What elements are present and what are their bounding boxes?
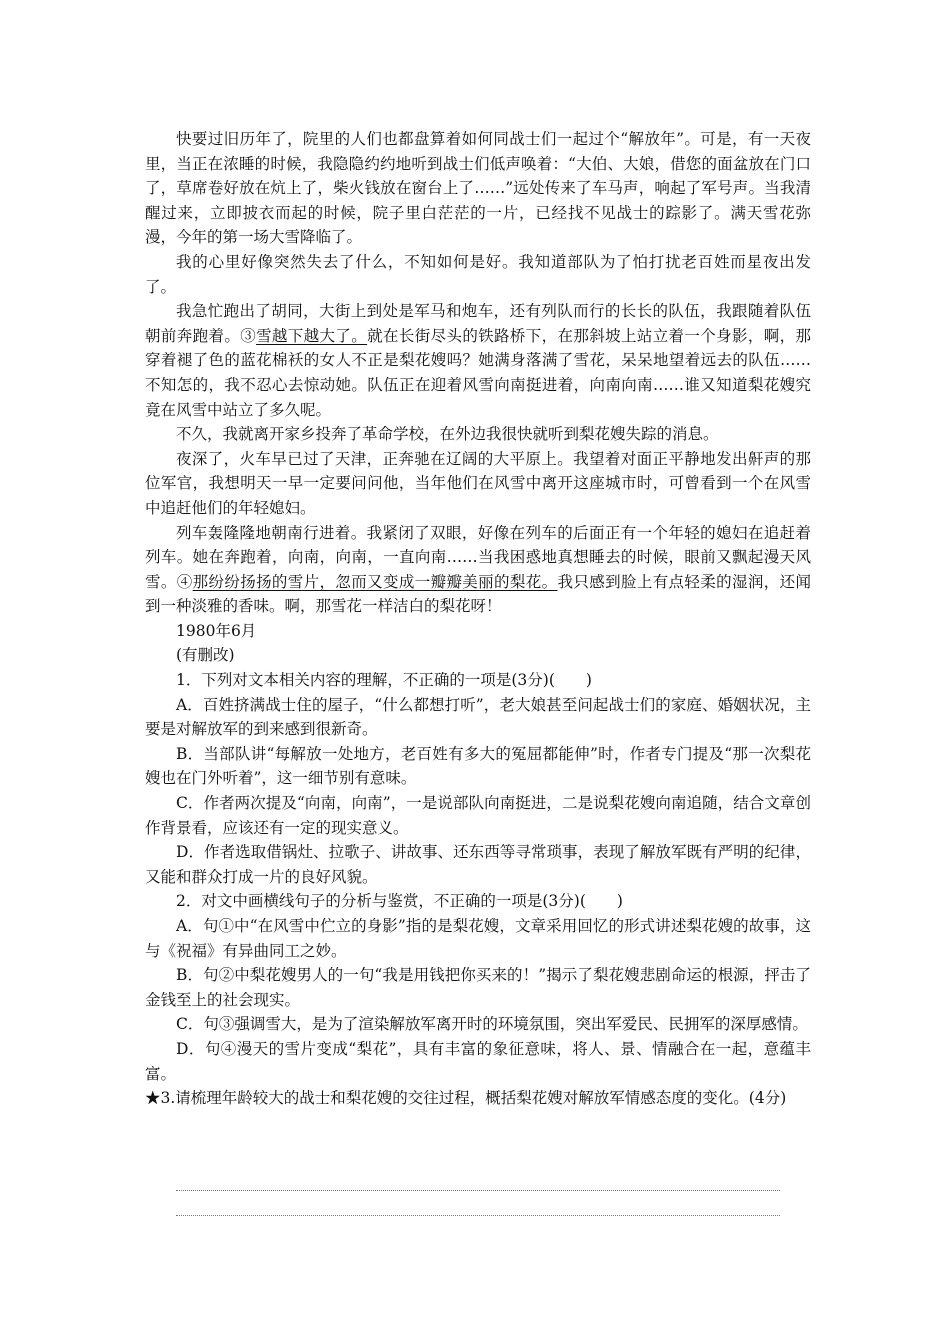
question-1-stem: 1．下列对文本相关内容的理解，不正确的一项是(3分)( ) [176, 671, 592, 690]
question-2-option-a: A．句①中“在风雪中伫立的身影”指的是梨花嫂，文章采用回忆的形式讲述梨花嫂的故事，这与《祝福》有异曲同工之妙。 [145, 917, 811, 960]
date-text: 1980年6月 [176, 621, 257, 640]
question-1-option-b: B．当部队讲“每解放一处地方，老百姓有多大的冤屈都能伸”时，作者专门提及“那一次梨花嫂也在门外听着”，这一细节别有意味。 [145, 744, 811, 788]
paragraph-4 [145, 422, 811, 447]
paragraph-text: 夜深了，火车早已过了天津，正奔驰在辽阔的大平原上。我望着对面正平静地发出鼾声的那位军官，我想明天一早一定要问问他，当年他们在风雪中离开这座城市时，可曾看到一个在风雪中追赶他们的年轻媳妇。 [145, 449, 811, 517]
answer-line-1[interactable] [176, 1190, 780, 1191]
paragraph-5 [145, 447, 811, 521]
paragraph-6 [145, 521, 811, 619]
paragraph-2 [145, 250, 811, 299]
paragraph-3 [145, 299, 811, 422]
paragraph-text: 列车轰隆隆地朝南行进着。我紧闭了双眼，好像在列车的后面正有一个年轻的媳妇在追赶着列车。她在奔跑着，向南，向南，一直向南……当我困惑地真想睡去的时候，眼前又飘起漫天风雪。④ [145, 523, 811, 591]
paragraph-1 [145, 127, 811, 250]
paragraph-text: 不久，我就离开家乡投奔了革命学校，在外边我很快就听到梨花嫂失踪的消息。 [176, 425, 719, 444]
paragraph-text: 就在长街尽头的铁路桥下，在那斜坡上站立着一个身影，啊，那穿着褪了色的蓝花棉袄的女人不正是梨花嫂吗？她满身落满了雪花，呆呆地望着远去的队伍……不知怎的，我不忍心去惊动她。队伍正在迎着风雪向南挺进着，向南向南……谁又知道梨花嫂究竟在风雪中站立了多久呢。 [145, 326, 811, 419]
question-3-stem: ★3.请梳理年龄较大的战士和梨花嫂的交往过程，概括梨花嫂对解放军情感态度的变化。(4分) [145, 1089, 787, 1108]
source-note [145, 643, 811, 668]
date-line [145, 619, 811, 644]
question-1-option-d: D．作者选取借锅灶、拉歌子、讲故事、还东西等寻常琐事，表现了解放军既有严明的纪律，又能和群众打成一片的良好风貌。 [145, 843, 811, 886]
text-body [145, 127, 811, 1111]
underlined-sentence-4: 那纷纷扬扬的雪片，忽而又变成一瓣瓣美丽的梨花。 [192, 572, 558, 591]
answer-line-2[interactable] [176, 1215, 780, 1216]
paragraph-text: 我只感到脸上有点轻柔的湿润，还闻到一种淡雅的香味。啊，那雪花一样洁白的梨花呀！ [145, 572, 811, 616]
question-2-option-d: D．句④漫天的雪片变成“梨花”，具有丰富的象征意味，将人、景、情融合在一起，意蕴丰富。 [145, 1039, 811, 1083]
question-2-option-c: C．句③强调雪大，是为了渲染解放军离开时的环境氛围，突出军爱民、民拥军的深厚感情。 [176, 1015, 808, 1034]
paragraph-text: 我急忙跑出了胡同，大街上到处是军马和炮车，还有列队而行的长长的队伍，我跟随着队伍朝前奔跑着。③ [145, 302, 811, 345]
paragraph-text: 快要过旧历年了，院里的人们也都盘算着如何同战士们一起过个“解放年”。可是，有一天夜里，当正在浓睡的时候，我隐隐约约地听到战士们低声唤着：“大伯、大娘，借您的面盆放在门口了，草席卷好放在炕上了，柴火钱放在窗台上了……”远处传来了车马声，响起了军号声。当我清醒过来，立即披衣而起的时候，院子里白茫茫的一片，已经找不见战士的踪影了。满天雪花弥漫，今年的第一场大雪降临了。 [145, 130, 811, 247]
underlined-sentence-3: 雪越下越大了。 [256, 326, 368, 345]
question-1-option-a: A．百姓挤满战士住的屋子，“什么都想打听”，老大娘甚至问起战士们的家庭、婚姻状况，主要是对解放军的到来感到很新奇。 [145, 695, 811, 739]
source-note-text: (有删改) [176, 646, 235, 665]
question-2-stem: 2．对文中画横线句子的分析与鉴赏，不正确的一项是(3分)( ) [176, 892, 623, 911]
question-2-option-b: B．句②中梨花嫂男人的一句“我是用钱把你买来的！”揭示了梨花嫂悲剧命运的根源，抨击了金钱至上的社会现实。 [145, 966, 811, 1009]
question-1-option-c: C．作者两次提及“向南，向南”，一是说部队向南挺进，二是说梨花嫂向南追随，结合文章创作背景看，应该还有一定的现实意义。 [145, 794, 811, 837]
paragraph-text: 我的心里好像突然失去了什么，不知如何是好。我知道部队为了怕打扰老百姓而星夜出发了。 [145, 252, 811, 296]
